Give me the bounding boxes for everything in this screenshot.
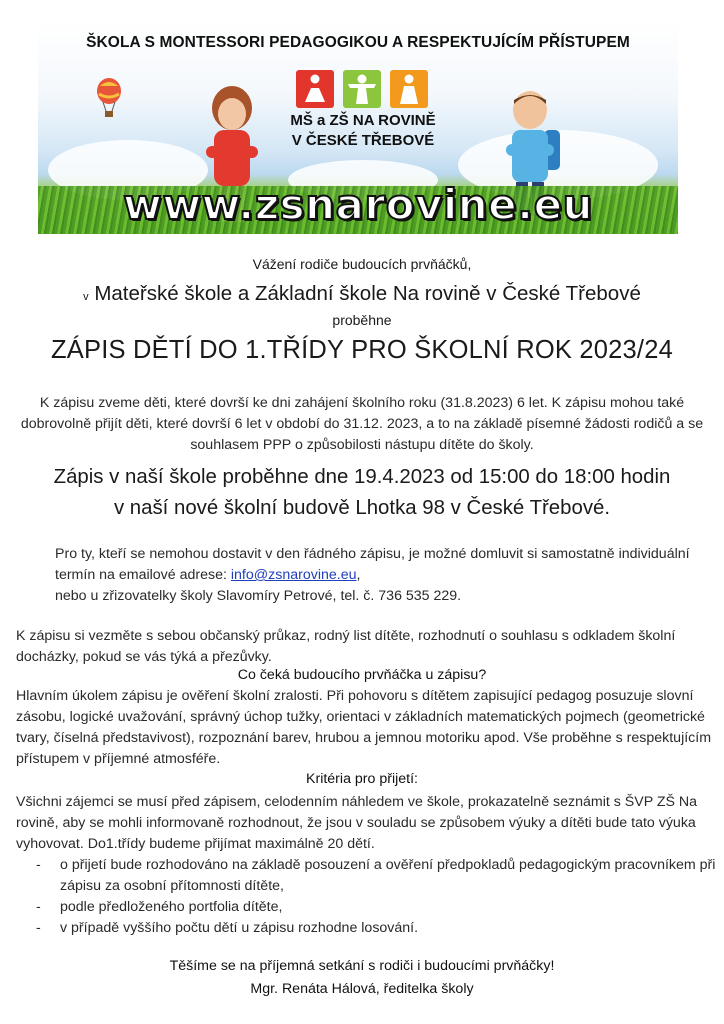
alternative-phone: nebo u zřizovatelky školy Slavomíry Petrové, tel. č. 736 535 229. — [55, 588, 462, 604]
criteria-heading: Kritéria pro přijetí: — [306, 771, 418, 787]
signature: Mgr. Renáta Hálová, ředitelka školy — [250, 981, 474, 997]
header-banner — [38, 20, 678, 234]
alternative-term-paragraph — [55, 544, 695, 607]
school-name: Mateřské škole a Základní škole Na rovině v České Třebové — [94, 282, 641, 305]
question-paragraph: Hlavním úkolem zápisu je ověření školní zralosti. Při pohovoru s dítětem zapisující pedagog posuzuje slovní zásobu, logické uvažování, správný úchop tužky, orientaci v základních matematických pojmech (geometrické tvary, číselná představivost), rozpoznání barev, hrubou a jemnou motoriku apod. Vše proběhne s respektujícím přístupem v příjemné atmosféře. — [16, 688, 712, 767]
enrollment-date: Zápis v naší škole proběhne dne 19.4.2023 od 15:00 do 18:00 hodin — [53, 466, 671, 488]
greeting: Vážení rodiče budoucích prvňáčků, — [252, 256, 472, 272]
probehne-text: proběhne — [332, 312, 392, 328]
logo-text — [268, 111, 458, 151]
list-item — [16, 897, 716, 918]
enrollment-place: v naší nové školní budově Lhotka 98 v České Třebové. — [113, 497, 611, 519]
list-item — [16, 855, 716, 897]
banner-title: ŠKOLA S MONTESSORI PEDAGOGIKOU A RESPEKTUJÍCÍM PŘÍSTUPEM — [86, 34, 630, 51]
email-link[interactable]: info@zsnarovine.eu — [230, 567, 357, 583]
school-logo — [296, 70, 428, 110]
intro-paragraph: K zápisu zveme děti, které dovrší ke dni zahájení školního roku (31.8.2023) 6 let. K zápisu mohou také dobrovolně přijít děti, které dovrší 6 let v období do 31.12. 2023, a to na základě písemné žádosti rodičů a se souhlasem PPP o způsobilosti nástupu dítěte do školy. — [20, 395, 704, 453]
closing-greeting: Těšíme se na příjemná setkání s rodiči i budoucími prvňáčky! — [169, 958, 555, 974]
list-item — [16, 918, 716, 939]
page-title: ZÁPIS DĚTÍ DO 1.TŘÍDY PRO ŠKOLNÍ ROK 2023/24 — [51, 336, 673, 364]
hot-air-balloon-icon — [96, 78, 122, 118]
list-item-text: v případě vyššího počtu dětí u zápisu rozhodne losování. — [60, 920, 419, 936]
bullet-dash: - — [36, 899, 41, 915]
bullet-dash: - — [36, 857, 41, 873]
logo-line-1: MŠ a ZŠ NA ROVINĚ — [290, 112, 436, 129]
list-item-text: o přijetí bude rozhodováno na základě posouzení a ověření předpokladů pedagogickým pracovníkem při zápisu za osobní přítomnosti dítěte, — [60, 857, 716, 894]
bullet-dash: - — [36, 920, 41, 936]
alternative-comma: , — [356, 567, 361, 583]
list-item-text: podle předloženého portfolia dítěte, — [60, 899, 283, 915]
criteria-paragraph: Všichni zájemci se musí před zápisem, celodenním náhledem ve škole, prokazatelně seznámit s ŠVP ZŠ Na rovině, aby se mohli informovaně rozhodnout, že jsou v souladu se způsobem výuky a dítěti bude tato výuka vyhovovat. Do1.třídy budeme přijímat maximálně 20 dětí. — [16, 794, 698, 852]
criteria-list — [16, 855, 716, 939]
school-prefix: v — [83, 291, 89, 303]
alternative-text: Pro ty, kteří se nemohou dostavit v den řádného zápisu, je možné domluvit si samostatně individuální termín na emailové adrese: — [55, 546, 690, 583]
school-name-line — [0, 282, 724, 306]
logo-line-2: V ČESKÉ TŘEBOVÉ — [291, 132, 435, 149]
website-url: www.zsnarovine.eu — [123, 180, 593, 229]
question-heading: Co čeká budoucího prvňáčka u zápisu? — [237, 667, 487, 683]
bring-documents-paragraph: K zápisu si vezměte s sebou občanský průkaz, rodný list dítěte, rozhodnutí o souhlasu s odkladem školní docházky, pokud se vás týká a přezůvky. — [16, 628, 676, 665]
